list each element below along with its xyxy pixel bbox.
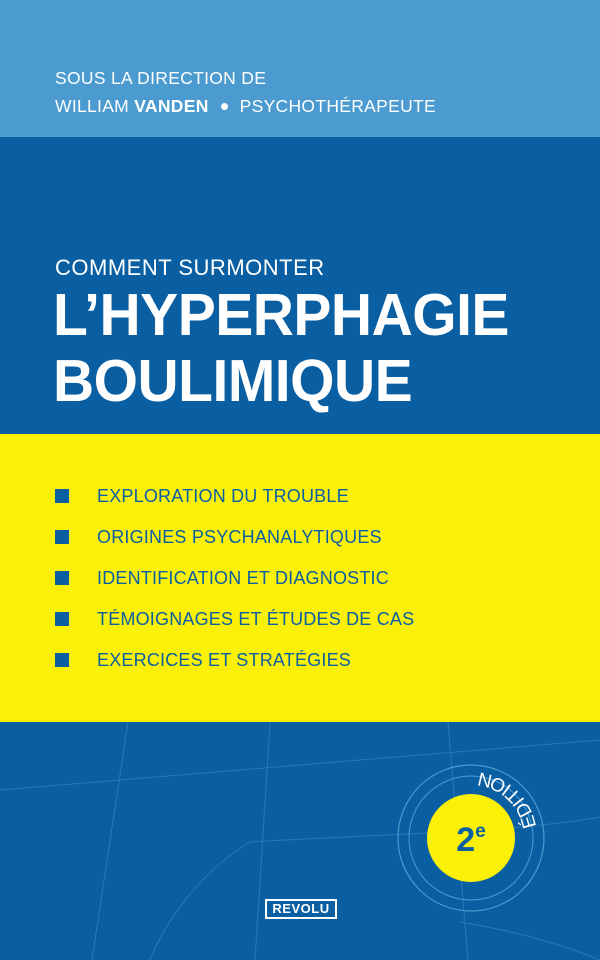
publisher-logo: REVOLU: [265, 899, 337, 919]
topic-label: IDENTIFICATION ET DIAGNOSTIC: [97, 568, 389, 588]
topic-label: EXPLORATION DU TROUBLE: [97, 486, 349, 506]
square-bullet-icon: [55, 489, 69, 503]
topic-label: ORIGINES PSYCHANALYTIQUES: [97, 527, 382, 547]
square-bullet-icon: [55, 530, 69, 544]
separator-dot: [221, 103, 228, 110]
edition-number: 2e: [456, 821, 486, 859]
direction-label: SOUS LA DIRECTION DE: [55, 68, 267, 88]
square-bullet-icon: [55, 653, 69, 667]
author-last-name: VANDEN: [134, 96, 209, 116]
author-line: [55, 96, 436, 117]
book-title-line-1: L’HYPERPHAGIE: [53, 281, 509, 349]
topic-label: EXERCICES ET STRATÉGIES: [97, 650, 351, 670]
book-subtitle: COMMENT SURMONTER: [55, 255, 325, 280]
edition-arc-label: ÉDITION: [475, 767, 542, 831]
book-title-line-2: BOULIMIQUE: [53, 347, 413, 415]
topic-label: TÉMOIGNAGES ET ÉTUDES DE CAS: [97, 609, 415, 629]
edition-badge: [396, 763, 546, 913]
author-first-name: WILLIAM: [55, 96, 130, 116]
square-bullet-icon: [55, 571, 69, 585]
square-bullet-icon: [55, 612, 69, 626]
author-role: PSYCHOTHÉRAPEUTE: [239, 96, 437, 116]
